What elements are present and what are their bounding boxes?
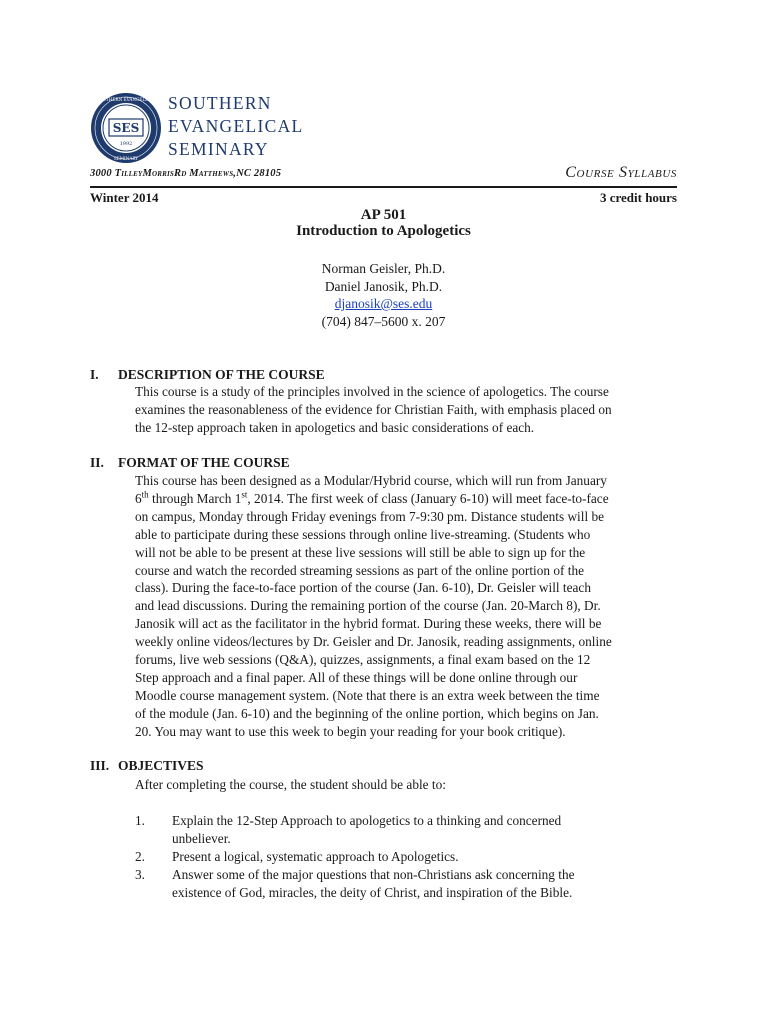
paragraph-line: on campus, Monday through Friday evenings from 7-9:30 pm. Distance students will be: [135, 508, 605, 524]
list-item: 3. Answer some of the major questions that non-Christians ask concerning the existence of God, miracles, the deity of Christ, and inspiration of the Bible.: [135, 866, 575, 900]
paragraph-line: and lead discussions. During the remaining portion of the course (Jan. 20-March 8), Dr.: [135, 598, 601, 614]
seminary-seal-logo: [90, 92, 162, 164]
list-item: 2. Present a logical, systematic approach to Apologetics.: [135, 848, 459, 864]
instructor-email-link[interactable]: djanosik@ses.edu: [334, 296, 433, 311]
section-title: DESCRIPTION OF THE COURSE: [118, 367, 325, 382]
svg-text:1992: 1992: [119, 141, 133, 147]
credit-hours-label: 3 credit hours: [599, 190, 677, 205]
paragraph-line: forums, live web sessions (Q&A), quizzes, assignments, a final exam based on the 12: [135, 652, 591, 668]
course-title: Introduction to Apologetics: [296, 223, 471, 239]
objectives-intro: After completing the course, the student should be able to:: [135, 777, 446, 792]
paragraph-line: This course has been designed as a Modular/Hybrid course, which will run from January: [135, 473, 607, 488]
section-format-body: [135, 472, 680, 741]
paragraph-line: Step approach and a final paper. All of these things will be done online through our: [135, 669, 578, 685]
paragraph-line: Moodle course management system. (Note that there is an extra week between the time: [135, 687, 600, 703]
list-number: 2.: [135, 848, 145, 864]
paragraph-line: will not be able to be present at these live sessions will still be able to sign up for the: [135, 544, 586, 560]
section-title: FORMAT OF THE COURSE: [118, 455, 290, 470]
paragraph-line: class). During the face-to-face portion of the course (Jan. 6-10), Dr. Geisler will teach: [135, 580, 591, 596]
section-description-heading: [90, 367, 325, 383]
list-item: 1. Explain the 12-Step Approach to apologetics to a thinking and concerned unbeliever.: [135, 813, 562, 846]
section-description-body: [135, 383, 680, 437]
section-objectives-heading: [90, 758, 204, 774]
document-type-heading: Course Syllabus: [565, 164, 677, 181]
svg-text:SES: SES: [112, 121, 140, 135]
section-format-heading: [90, 455, 290, 471]
svg-text:SOUTHERN EVANGELICAL: SOUTHERN EVANGELICAL: [96, 97, 156, 102]
svg-text:SEMINARY: SEMINARY: [113, 156, 139, 161]
header-divider: [90, 186, 677, 188]
instructor-name-2: Daniel Janosik, Ph.D.: [324, 278, 443, 294]
seminary-name-line-2: EVANGELICAL: [168, 116, 304, 136]
instructor-name-1: Norman Geisler, Ph.D.: [321, 261, 446, 276]
paragraph-line: of the module (Jan. 6-10) and the beginning of the online portion, which begins on Jan.: [135, 705, 599, 721]
seminary-name-line-1: SOUTHERN: [168, 93, 272, 113]
paragraph-line: This course is a study of the principles involved in the science of apologetics. The course: [135, 384, 609, 399]
seminary-address: 3000 TilleyMorrisRd Matthews,NC 28105: [90, 168, 282, 179]
instructor-phone: (704) 847–5600 x. 207: [321, 313, 446, 329]
list-number: 1.: [135, 813, 145, 828]
paragraph-line: 20. You may want to use this week to begin your reading for your book critique).: [135, 723, 566, 739]
term-label: Winter 2014: [90, 190, 159, 205]
section-number: III.: [90, 758, 110, 773]
paragraph-line: Janosik will act as the facilitator in the hybrid format. During these weeks, there will be: [135, 616, 602, 632]
seminary-name: [168, 92, 304, 161]
section-number: II.: [90, 455, 104, 470]
paragraph-line: 6th through March 1st, 2014. The first week of class (January 6-10) will meet face-to-face: [135, 489, 609, 506]
course-code: AP 501: [360, 207, 407, 223]
paragraph-line: examines the reasonableness of the evidence for Christian Faith, with emphasis placed on: [135, 401, 612, 417]
paragraph-line: course and watch the recorded streaming sessions as part of the online portion of the: [135, 562, 585, 578]
list-number: 3.: [135, 866, 145, 882]
paragraph-line: able to participate during these sessions through online live-streaming. (Students who: [135, 526, 591, 542]
seminary-name-line-3: SEMINARY: [168, 139, 269, 159]
instructor-block: [90, 260, 677, 330]
paragraph-line: the 12-step approach taken in apologetics and basic considerations of each.: [135, 419, 535, 435]
paragraph-line: weekly online videos/lectures by Dr. Geisler and Dr. Janosik, reading assignments, online: [135, 634, 612, 650]
section-title: OBJECTIVES: [118, 758, 204, 773]
section-number: I.: [90, 367, 99, 382]
objectives-list: [135, 812, 680, 902]
